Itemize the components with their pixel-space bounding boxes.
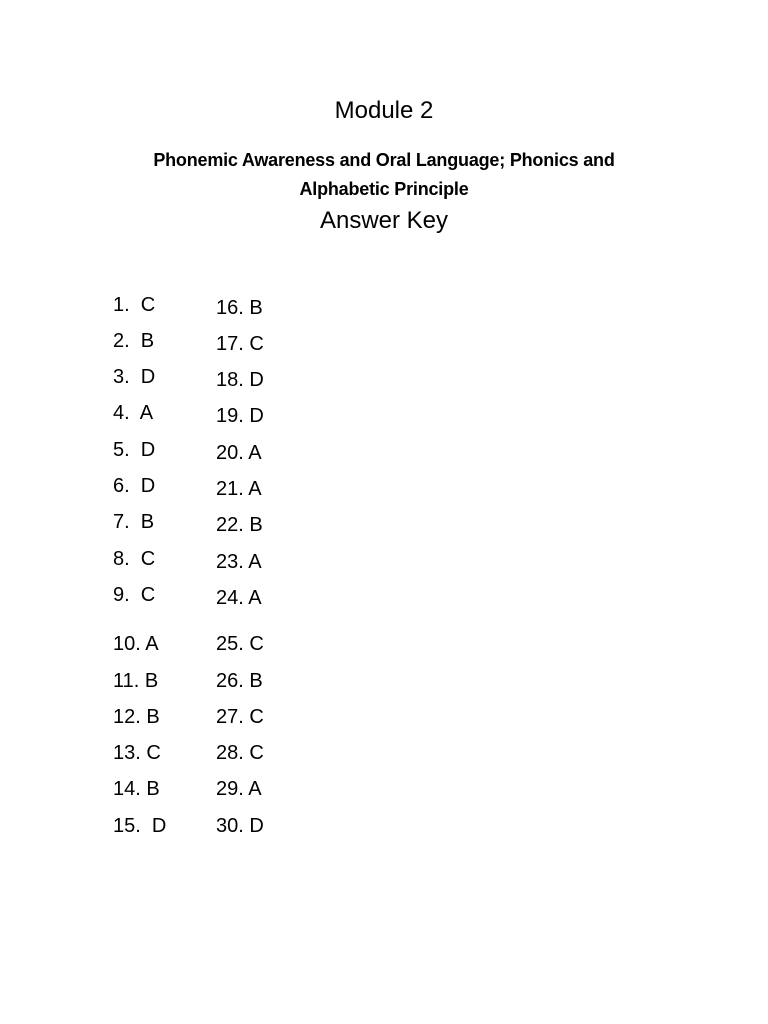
answer-item: 10. A — [113, 633, 159, 655]
answer-item: 23. A — [216, 551, 262, 573]
answer-item: 7. B — [113, 511, 155, 533]
answer-item: 29. A — [216, 778, 262, 800]
answer-item: 15. D — [113, 815, 167, 837]
answer-item: 4. A — [113, 402, 154, 424]
answer-item: 13. C — [113, 742, 161, 764]
answer-key-heading: Answer Key — [319, 207, 449, 234]
page-title: Module 2 — [334, 97, 434, 124]
answer-item: 21. A — [216, 478, 262, 500]
answer-item: 16. B — [216, 297, 263, 319]
answer-item: 18. D — [216, 369, 264, 391]
answer-item: 5. D — [113, 439, 156, 461]
answer-item: 28. C — [216, 742, 264, 764]
subtitle-line-1: Phonemic Awareness and Oral Language; Phonics and — [153, 150, 615, 170]
answer-item: 6. D — [113, 475, 156, 497]
answer-item: 20. A — [216, 442, 262, 464]
page-subtitle — [114, 146, 654, 204]
answer-item: 8. C — [113, 548, 156, 570]
answer-item: 22. B — [216, 514, 263, 536]
answer-item: 27. C — [216, 706, 264, 728]
answer-item: 1. C — [113, 294, 156, 316]
answer-item: 2. B — [113, 330, 155, 352]
answer-item: 19. D — [216, 405, 264, 427]
answer-item: 30. D — [216, 815, 264, 837]
answer-item: 12. B — [113, 706, 160, 728]
answer-item: 17. C — [216, 333, 264, 355]
answer-item: 24. A — [216, 587, 262, 609]
answer-item: 26. B — [216, 670, 263, 692]
answer-item: 3. D — [113, 366, 156, 388]
answer-item: 11. B — [113, 670, 159, 692]
answer-item: 25. C — [216, 633, 264, 655]
answer-item: 14. B — [113, 778, 160, 800]
subtitle-line-2: Alphabetic Principle — [299, 179, 469, 199]
answer-item: 9. C — [113, 584, 156, 606]
